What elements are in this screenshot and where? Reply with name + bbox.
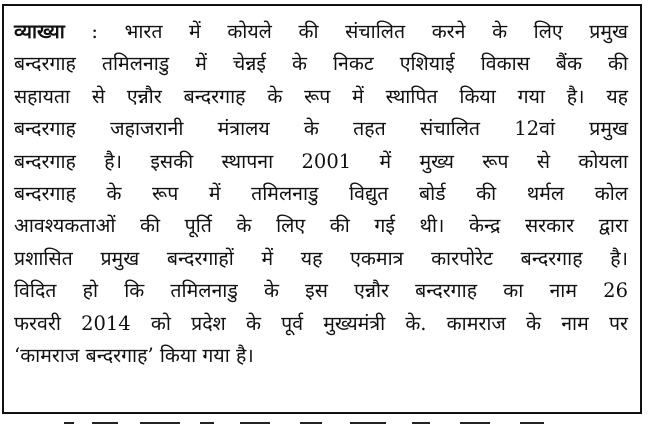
explanation-line: बन्दरगाह के रूप में तमिलनाडु विद्युत बोर्ड की थर्मल कोल: [14, 182, 628, 206]
explanation-line: सहायता से एन्नौर बन्दरगाह के रूप में स्थापित किया गया है। यह: [14, 84, 628, 108]
explanation-line: [14, 16, 628, 48]
explanation-line: फरवरी 2014 को प्रदेश के पूर्व मुख्यमंत्री के. कामराज के नाम पर: [14, 311, 628, 335]
next-section-cutoff: [0, 419, 650, 426]
cutoff-mark: [412, 422, 430, 424]
cutoff-mark: [460, 422, 490, 424]
cutoff-mark: [240, 422, 270, 424]
cutoff-mark: [200, 422, 214, 424]
explanation-line: आवश्यकताओं की पूर्ति के लिए की गई थी। केन्द्र सरकार द्वारा: [14, 214, 628, 238]
explanation-line-text: भारत में कोयले की संचालित करने के लिए प्रमुख: [124, 20, 629, 43]
explanation-separator: :: [91, 20, 98, 43]
explanation-line: विदित हो कि तमिलनाडु के इस एन्नौर बन्दरगाह का नाम 26: [14, 279, 628, 303]
explanation-line: प्रशासित प्रमुख बन्दरगाहों में यह एकमात्र कारपोरेट बन्दरगाह है।: [14, 246, 628, 270]
cutoff-mark: [300, 422, 322, 424]
explanation-line: बन्दरगाह तमिलनाडु में चेन्नई के निकट एशियाई विकास बैंक की: [14, 52, 628, 76]
explanation-paragraph: [14, 16, 628, 372]
cutoff-mark: [64, 422, 74, 424]
cutoff-mark: [92, 422, 118, 424]
explanation-line: ‘कामराज बन्दरगाह’ किया गया है।: [14, 344, 254, 368]
explanation-box: [2, 4, 642, 414]
cutoff-mark: [520, 422, 544, 424]
explanation-label: व्याख्या: [14, 20, 65, 43]
cutoff-mark: [350, 422, 386, 424]
explanation-line: बन्दरगाह जहाजरानी मंत्रालय के तहत संचालित 12वां प्रमुख: [14, 117, 628, 141]
cutoff-mark: [140, 422, 180, 424]
explanation-line: बन्दरगाह है। इसकी स्थापना 2001 में मुख्य रूप से कोयला: [14, 149, 628, 173]
